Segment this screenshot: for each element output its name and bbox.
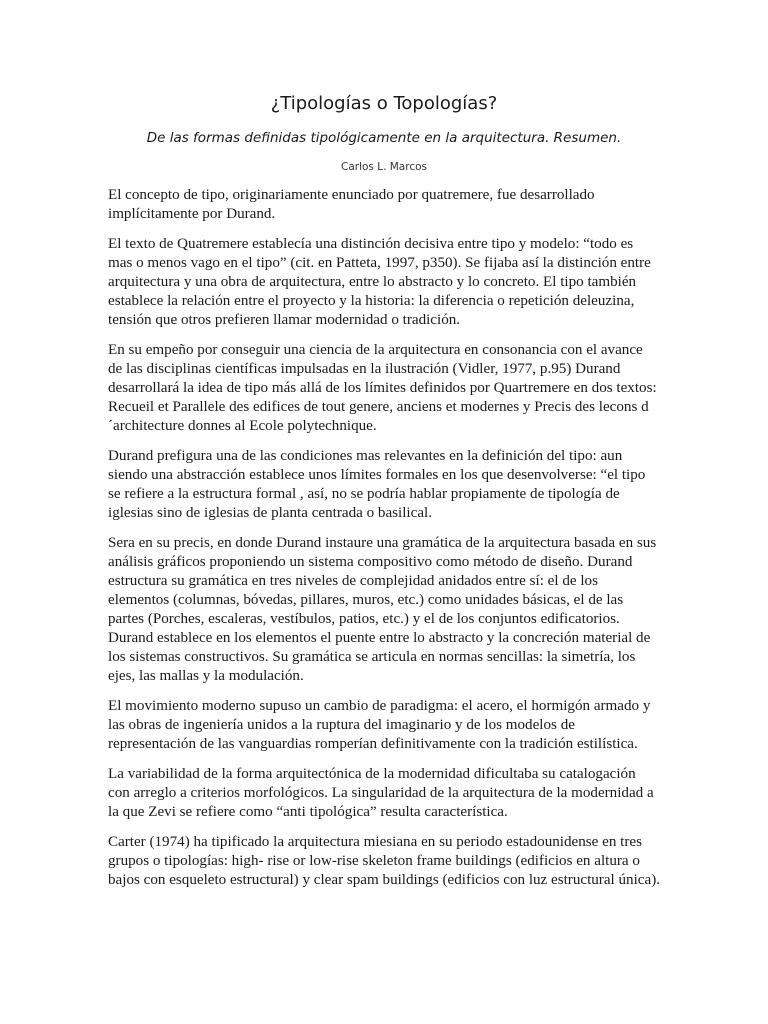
paragraph: Durand prefigura una de las condiciones mas relevantes en la definición del tipo: aun siendo una abstracción establece unos límites formales en los que desenvolverse: “el tipo se refiere a la estructura formal , así, no se podría hablar propiamente de tipología de iglesias sino de iglesias de planta centrada o basilical. bbox=[108, 448, 646, 521]
document-subtitle: De las formas definidas tipológicamente en la arquitectura. Resumen. bbox=[146, 130, 622, 146]
paragraph: Sera en su precis, en donde Durand instaure una gramática de la arquitectura basada en sus análisis gráficos proponiendo un sistema compositivo como método de diseño. Durand estructura su gramática en tres niveles de complejidad anidados entre sí: el de los elementos (columnas, bóvedas, pillares, muros, etc.) como unidades básicas, el de las partes (Porches, escaleras, vestíbulos, patios, etc.) y el de los conjuntos edificatorios. Durand establece en los elementos el puente entre lo abstracto y la concreción material de los sistemas constructivos. Su gramática se articula en normas sencillas: la simetría, los ejes, las mallas y la modulación. bbox=[108, 535, 657, 684]
paragraph: El texto de Quatremere establecía una distinción decisiva entre tipo y modelo: “todo es mas o menos vago en el tipo” (cit. en Patteta, 1997, p350). Se fijaba así la distinción entre arquitectura y una obra de arquitectura, entre lo abstracto y lo concreto. El tipo también establece la relación entre el proyecto y la historia: la diferencia o repetición deleuzina, tensión que otros prefieren llamar modernidad o tradición. bbox=[108, 236, 651, 328]
paragraph: En su empeño por conseguir una ciencia de la arquitectura en consonancia con el avance de las disciplinas científicas impulsadas en la ilustración (Vidler, 1977, p.95) Durand desarrollará la idea de tipo más allá de los límites definidos por Quartremere en dos textos: Recueil et Parallele des edifices de tout genere, anciens et modernes y Precis des lecons d´architecture donnes al Ecole polytechnique. bbox=[108, 342, 657, 434]
paragraph: El concepto de tipo, originariamente enunciado por quatremere, fue desarrollado implícitamente por Durand. bbox=[108, 187, 595, 222]
document-title: ¿Tipologías o Topologías? bbox=[270, 93, 498, 114]
document-body bbox=[108, 186, 660, 890]
paragraph: La variabilidad de la forma arquitectónica de la modernidad dificultaba su catalogación con arreglo a criterios morfológicos. La singularidad de la arquitectura de la modernidad a la que Zevi se refiere como “anti tipológica” resulta característica. bbox=[108, 766, 654, 820]
paragraph: Carter (1974) ha tipificado la arquitectura miesiana en su periodo estadounidense en tres grupos o tipologías: high- rise or low-rise skeleton frame buildings (edificios en altura o bajos con esqueleto estructural) y clear spam buildings (edificios con luz estructural única). bbox=[108, 834, 660, 888]
document-author: Carlos L. Marcos bbox=[340, 161, 427, 173]
paragraph: El movimiento moderno supuso un cambio de paradigma: el acero, el hormigón armado y las obras de ingeniería unidos a la ruptura del imaginario y de los modelos de representación de las vanguardias romperían definitivamente con la tradición estilística. bbox=[108, 698, 651, 752]
